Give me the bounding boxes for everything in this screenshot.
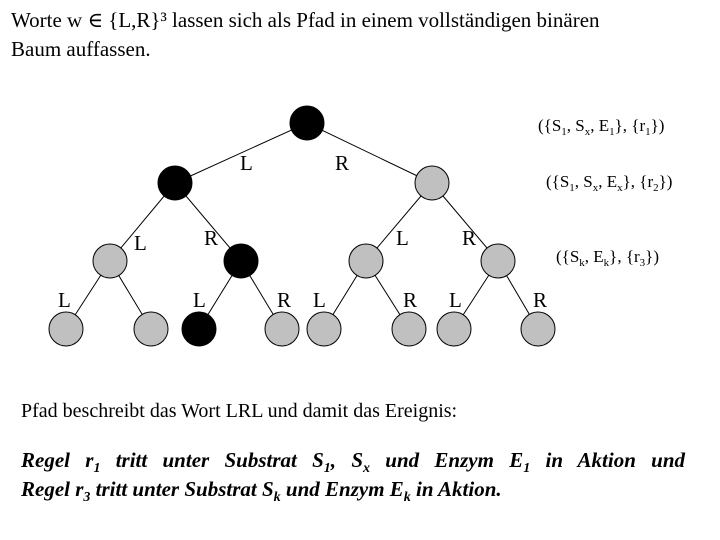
intro-line-1: Worte w ∈ {L,R}³ lassen sich als Pfad in einem vollständigen binären <box>11 8 600 32</box>
label-R-R: R <box>462 226 477 250</box>
node-root <box>290 106 324 140</box>
label-LL-L: L <box>58 288 71 312</box>
node-LLL <box>49 312 83 346</box>
label-root-R: R <box>335 151 350 175</box>
node-L <box>158 166 192 200</box>
node-RL <box>349 244 383 278</box>
annotation-node-RR: ({$S_k$, $E_k$}, $\{r_3\}$) <box>556 247 659 269</box>
label-root-L: L <box>240 151 253 175</box>
annotation-root: ({$S_1$, $S_x$, $E_1$}, $\{r_1\}$) <box>538 116 665 138</box>
label-RL-L: L <box>313 288 326 312</box>
node-RLL <box>307 312 341 346</box>
edge-root-R <box>307 123 432 183</box>
edge-labels <box>58 151 547 312</box>
node-R <box>415 166 449 200</box>
node-RLR <box>392 312 426 346</box>
node-RRR <box>521 312 555 346</box>
path-description: Pfad beschreibt das Wort LRL und damit das Ereignis: <box>21 400 458 422</box>
label-L-L: L <box>134 231 147 255</box>
node-LR <box>224 244 258 278</box>
label-RL-R: R <box>403 288 418 312</box>
node-LL <box>93 244 127 278</box>
label-RR-R: R <box>533 288 548 312</box>
node-LRR <box>265 312 299 346</box>
label-R-L: L <box>396 226 409 250</box>
label-LR-R: R <box>277 288 292 312</box>
rule-line-1: Regel $r_1$ tritt unter Substrat $S_1$, $S_x$ und Enzym $E_1$ in Aktion und <box>21 448 686 477</box>
node-RR <box>481 244 515 278</box>
label-L-R: R <box>204 226 219 250</box>
label-RR-L: L <box>449 288 462 312</box>
node-RRL <box>437 312 471 346</box>
node-LLR <box>134 312 168 346</box>
rule-line-2: Regel $r_3$ tritt unter Substrat $S_k$ und Enzym $E_k$ in Aktion. <box>21 477 502 506</box>
label-LR-L: L <box>193 288 206 312</box>
annotation-node-R: ({$S_1$, $S_x$, $E_x$}, $\{r_2\}$) <box>546 172 673 194</box>
node-LRL <box>182 312 216 346</box>
tree-nodes <box>49 106 555 346</box>
intro-line-2: Baum auffassen. <box>11 37 151 61</box>
